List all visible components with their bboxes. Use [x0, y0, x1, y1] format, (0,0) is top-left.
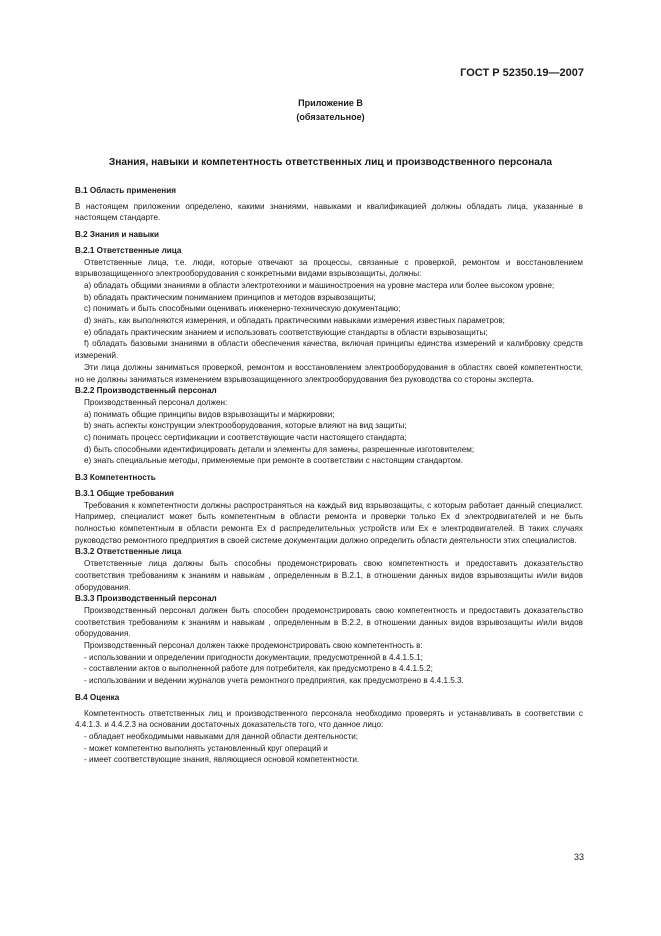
list-item: a) понимать общие принципы видов взрывозащиты и маркировки;	[84, 409, 335, 419]
list-item: c) понимать и быть способными оценивать инженерно-техническую документацию;	[84, 304, 401, 314]
paragraph: Компетентность ответственных лиц и производственного персонала необходимо проверять и устанавливать в соответствии с 4.4.1.3. и 4.4.2.3 на основании достаточных доказательств того, что данное лицо:	[75, 708, 583, 730]
list-item: e) обладать практическим знанием и использовать соответствующие стандарты в области взрывозащиты;	[84, 327, 488, 337]
list-item: d) быть способными идентифицировать детали и элементы для замены, разрешенные изготовителем;	[84, 444, 475, 454]
subsection-b22-title: В.2.2 Производственный персонал	[75, 386, 217, 396]
paragraph: Производственный персонал должен быть способен продемонстрировать свою компетентность и предоставить доказательство соответствия требованиям к знаниям и навыкам , определенным в В.2.2, в отношении данных видов взрывозащиты и/или видов оборудования.	[75, 605, 583, 639]
annex-title: Приложение В	[298, 98, 363, 108]
list-item: - использовании и определении пригодности документации, предусмотренной в 4.4.1.5.1;	[84, 652, 423, 662]
document-body	[75, 185, 583, 766]
page-number: 33	[573, 852, 584, 862]
list-item: b) знать аспекты конструкции электрооборудования, которые влияют на вид защиты;	[84, 421, 407, 431]
list-item: - обладает необходимыми навыками для данной области деятельности;	[84, 731, 359, 741]
subsection-b31-title: В.3.1 Общие требования	[75, 488, 175, 498]
list-item: - может компетентно выполнять установленный круг операций и	[84, 743, 328, 753]
subsection-b33-title: В.3.3 Производственный персонал	[75, 594, 217, 604]
section-b2-title: В.2 Знания и навыки	[75, 230, 159, 240]
paragraph: Ответственные лица должны быть способны продемонстрировать свою компетентность и предоставить доказательство соответствия требованиям к знаниям и навыкам , определенным в В.2.1, в отношении данных видов взрывозащиты и/или видов оборудования.	[75, 559, 583, 592]
paragraph: В настоящем приложении определено, какими знаниями, навыками и квалификацией должны обладать лица, указанные в настоящем стандарте.	[75, 201, 583, 223]
paragraph: Эти лица должны заниматься проверкой, ремонтом и восстановлением электрооборудования в областях своей компетентности, но не должны заниматься изменением взрывозащищенного электрооборудования без руководства со стороны эксперта.	[75, 362, 583, 384]
annex-status: (обязательное)	[296, 112, 365, 122]
section-b1-title: В.1 Область применения	[75, 186, 176, 195]
annex-header	[0, 96, 661, 124]
paragraph: Производственный персонал должен также продемонстрировать свою компетентность в:	[84, 641, 423, 651]
list-item: c) понимать процесс сертификации и соответствующие части настоящего стандарта;	[84, 433, 407, 443]
list-item: - составлении актов о выполненной работе для потребителя, как предусмотрено в 4.4.1.5.2;	[84, 664, 433, 674]
list-item: - использовании и ведении журналов учета ремонтного предприятия, как предусмотрено в 4.4.1.5.3.	[84, 676, 464, 686]
subsection-b21-title: В.2.1 Ответственные лица	[75, 245, 182, 255]
subsection-b32-title: В.3.2 Ответственные лица	[75, 547, 182, 557]
list-item: d) знать, как выполняются измерения, и обладать практическими навыками измерения известных параметров;	[84, 316, 505, 326]
standard-number: ГОСТ Р 52350.19—2007	[460, 67, 584, 79]
paragraph: Производственный персонал должен:	[84, 397, 228, 407]
section-b4-title: В.4 Оценка	[75, 692, 120, 702]
list-item: f) обладать базовыми знаниями в области обеспечения качества, включая принципы единства измерений и калибровку средств измерений.	[75, 339, 583, 361]
paragraph: Ответственные лица, т.е. люди, которые отвечают за процессы, связанные с проверкой, ремонтом и восстановлением взрывозащищенного электрооборудования с конкретными видами взрывозащиты, должны:	[75, 257, 583, 279]
section-b3-title: В.3 Компетентность	[75, 473, 156, 483]
list-item: e) знать специальные методы, применяемые при ремонте в соответствии с настоящим стандартом.	[84, 456, 463, 466]
list-item: a) обладать общими знаниями в области электротехники и машиностроения на уровне мастера или более высоком уровне;	[84, 280, 555, 290]
list-item: - имеет соответствующие знания, являющиеся основой компетентности.	[84, 755, 360, 765]
paragraph: Требования к компетентности должны распространяться на каждый вид взрывозащиты, с которым работает данный специалист. Например, специалист может быть компетентным в области ремонта и проверки только Ex d электродвигателей и не быть полностью компетентным в области ремонта Ex d распределительных устройств или Ex e электродвигателей. В таких случаях руководство ремонтного предприятия в своей системе документации должно определить области деятельности этих специалистов.	[75, 500, 583, 545]
annex-heading: Знания, навыки и компетентность ответственных лиц и производственного персонала	[108, 157, 553, 168]
list-item: b) обладать практическим пониманием принципов и методов взрывозащиты;	[84, 292, 376, 302]
